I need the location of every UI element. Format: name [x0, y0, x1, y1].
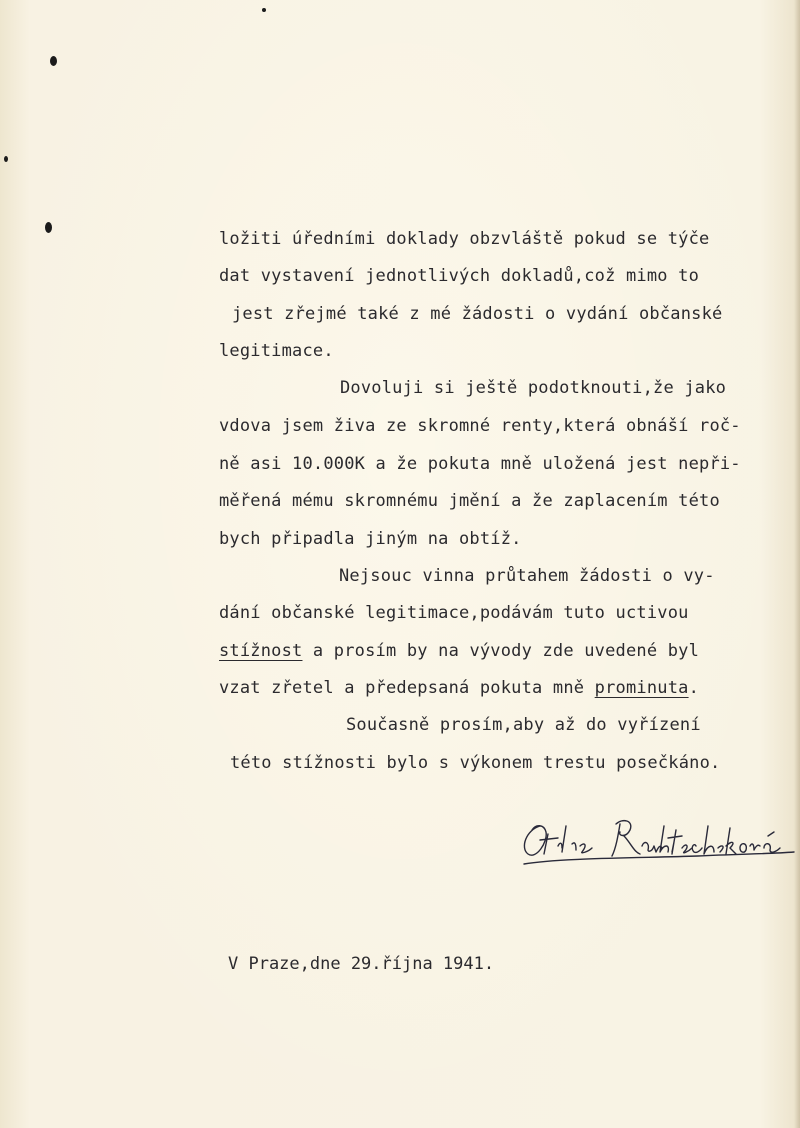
punch-hole-top — [50, 56, 57, 66]
letter-line-3: jest zřejmé také z mé žádosti o vydání občanské — [232, 304, 723, 324]
letter-line-8: měřená mému skromnému jmění a že zaplacením této — [219, 491, 720, 511]
letter-line-9: bych připadla jiným na obtíž. — [219, 529, 522, 549]
handwritten-signature — [518, 812, 800, 876]
punch-hole-middle — [45, 222, 52, 233]
letter-line-13 — [219, 678, 699, 698]
letter-line-12-rest: a prosím by na vývody zde uvedené byl — [302, 641, 700, 661]
letter-line-14: Současně prosím,aby až do vyřízení — [346, 715, 701, 735]
ink-dot-top — [262, 8, 266, 12]
letter-line-13-start: vzat zřetel a předepsaná pokuta mně — [219, 678, 595, 698]
letter-line-1: ložiti úředními doklady obzvláště pokud se týče — [219, 229, 710, 249]
letter-line-13-end: . — [688, 678, 700, 698]
letter-line-6: vdova jsem živa ze skromné renty,která obnáší roč- — [219, 416, 741, 436]
underlined-word-stiznost: stížnost — [219, 641, 303, 661]
date-line: V Praze,dne 29.října 1941. — [228, 954, 495, 974]
underlined-word-prominuta: prominuta — [594, 678, 689, 698]
letter-line-5: Dovoluji si ještě podotknouti,že jako — [340, 378, 727, 398]
letter-line-11: dání občanské legitimace,podávám tuto uctivou — [219, 603, 689, 623]
letter-line-10: Nejsouc vinna průtahem žádosti o vy- — [339, 566, 715, 586]
letter-line-2: dat vystavení jednotlivých dokladů,což mimo to — [219, 266, 700, 286]
letter-line-15: této stížnosti bylo s výkonem trestu posečkáno. — [230, 753, 721, 773]
letter-line-12 — [219, 641, 699, 661]
letter-line-4: legitimace. — [219, 341, 334, 361]
punch-hole-small — [4, 156, 8, 162]
page-edge-shadow — [794, 0, 800, 1128]
letter-line-7: ně asi 10.000K a že pokuta mně uložená jest nepři- — [219, 454, 741, 474]
